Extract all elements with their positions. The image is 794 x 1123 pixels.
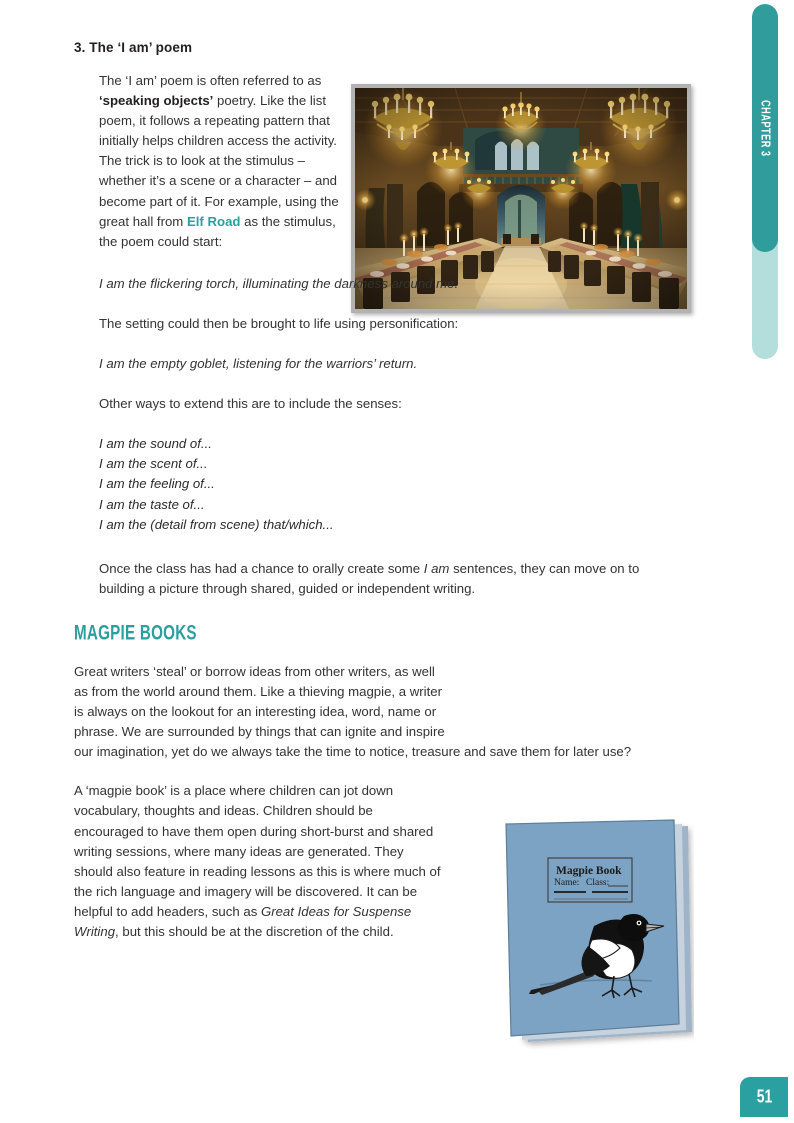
magpie-p2-part-1: A ‘magpie book’ is a place where children can jot down vocabulary, thoughts and ideas. Children should be encouraged to have them open during short-burst and shared writing sessions, where many ideas are generated. They should also feature in reading lessons as this is where much of the rich language and imagery will be discovered. It can be helpful to add headers, such as: [74, 783, 441, 919]
intro-paragraph: [99, 71, 349, 252]
sense-line: I am the feeling of...: [99, 476, 215, 492]
magpie-books-heading: [74, 623, 656, 645]
magpie-book-name-label: Name:: [554, 878, 580, 888]
closing-part-1: Once the class has had a chance to orally create some: [99, 560, 424, 576]
magpie-books-heading-text: MAGPIE BOOKS: [74, 621, 197, 646]
magpie-paragraph-2-block: [74, 781, 656, 956]
intro-part-2: poetry. Like the list poem, it follows a repeating pattern that initially helps children access the activity. The trick is to look at the stimulus – whether it’s a scene or a character – and become part of it. For example, using the great hall from: [99, 93, 339, 229]
senses-lead: Other ways to extend this are to include the senses:: [99, 396, 402, 412]
magpie-book-class-label: Class:: [586, 878, 610, 888]
magpie-book-cover-title: Magpie Book: [556, 865, 622, 877]
magpie-image-wrap-spacer-2: [446, 781, 656, 956]
closing-part-2: sentences, they can move on to building a picture through shared, guided or independent writing.: [99, 560, 640, 596]
magpie-paragraph-1: Great writers ‘steal’ or borrow ideas from other writers, as well as from the world around them. Like a thieving magpie, a writer is always on the lookout for an interesting idea, word, name or phrase. We are surrounded by things that can ignite and inspire our imagination, yet do we always take the time to notice, treasure and save them for later use?: [74, 663, 632, 760]
great-ideas-italic: Great Ideas for Suspense Writing: [74, 903, 412, 939]
page-number-text: 51: [756, 1086, 772, 1107]
magpie-image-wrap-spacer: [446, 662, 656, 730]
example-poem-line-2: I am the empty goblet, listening for the warriors’ return.: [99, 356, 418, 372]
intro-part-3: as the stimulus, the poem could start:: [99, 213, 336, 249]
magpie-paragraph-1-block: [74, 662, 656, 762]
sense-line: I am the sound of...: [99, 436, 212, 452]
sense-lines-list: [99, 434, 656, 534]
page-title: 3. The ‘I am’ poem: [74, 40, 193, 55]
chapter-tab: [752, 4, 778, 359]
speaking-objects-emphasis: ‘speaking objects’: [99, 93, 214, 109]
sense-line: I am the taste of...: [99, 496, 205, 512]
page-content: [74, 40, 656, 956]
magpie-p2-part-2: , but this should be at the discretion of the child.: [115, 924, 394, 939]
personification-lead: The setting could then be brought to life using personification:: [99, 315, 459, 331]
chapter-tab-label: [752, 4, 778, 252]
page-number-badge: [740, 1077, 788, 1117]
elf-road-link[interactable]: Elf Road: [186, 213, 241, 229]
intro-part-1: The ‘I am’ poem is often referred to as: [99, 73, 322, 88]
example-poem-line-1: I am the flickering torch, illuminating the darkness around me.: [99, 275, 459, 291]
sense-line: I am the scent of...: [99, 456, 208, 472]
closing-paragraph: [99, 559, 656, 599]
sense-line: I am the (detail from scene) that/which...: [99, 516, 334, 532]
chapter-tab-text: CHAPTER 3: [758, 99, 772, 157]
i-am-italic: I am: [423, 560, 450, 576]
